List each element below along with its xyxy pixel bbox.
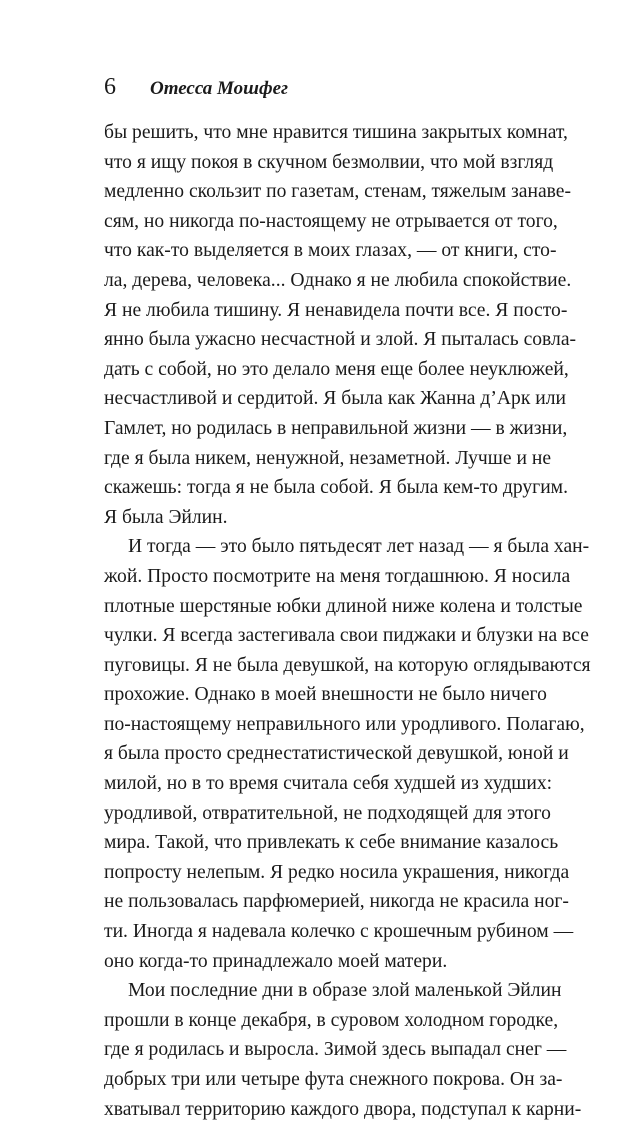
paragraph bbox=[104, 976, 582, 1124]
text-line: жой. Просто посмотрите на меня тогдашнюю. Я носила bbox=[104, 565, 571, 587]
paragraph bbox=[104, 532, 591, 976]
text-line: пуговицы. Я не была девушкой, на которую оглядываются bbox=[104, 654, 591, 676]
text-line: плотные шерстяные юбки длиной ниже колена и толстые bbox=[104, 595, 583, 617]
text-line: И тогда — это было пятьдесят лет назад — я была хан- bbox=[128, 536, 590, 558]
text-line: прохожие. Однако в моей внешности не было ничего bbox=[104, 684, 547, 706]
text-line: уродливой, отвратительной, не подходящей для этого bbox=[104, 802, 551, 824]
running-title: Отесса Мошфег bbox=[150, 78, 289, 99]
text-line: Я была Эйлин. bbox=[104, 506, 228, 528]
text-line: попросту нелепым. Я редко носила украшения, никогда bbox=[104, 861, 570, 883]
text-line: несчастливой и сердитой. Я была как Жанна д’Арк или bbox=[104, 388, 567, 410]
text-line: по-настоящему неправильного или уродливого. Полагаю, bbox=[104, 713, 585, 735]
text-line: медленно скользит по газетам, стенам, тяжелым занаве- bbox=[104, 181, 571, 203]
text-line: оно когда-то принадлежало моей матери. bbox=[104, 950, 448, 972]
page-header bbox=[104, 74, 288, 101]
text-line: мира. Такой, что привлекать к себе внимание казалось bbox=[104, 832, 559, 854]
text-line: я была просто среднестатистической девушкой, юной и bbox=[104, 743, 569, 765]
text-line: янно была ужасно несчастной и злой. Я пыталась совла- bbox=[104, 329, 577, 351]
text-line: не пользовалась парфюмерией, никогда не красила ног- bbox=[104, 891, 569, 913]
body-text bbox=[104, 118, 591, 1124]
text-line: что как-то выделяется в моих глазах, — от книги, сто- bbox=[104, 240, 557, 262]
page-number: 6 bbox=[104, 74, 116, 100]
text-line: дать с собой, но это делало меня еще более неуклюжей, bbox=[104, 358, 569, 380]
text-line: Гамлет, но родилась в неправильной жизни — в жизни, bbox=[104, 417, 568, 439]
text-line: бы решить, что мне нравится тишина закрытых комнат, bbox=[104, 122, 568, 143]
paragraph bbox=[104, 118, 577, 532]
text-line: прошли в конце декабря, в суровом холодном городке, bbox=[104, 1009, 559, 1031]
text-line: Мои последние дни в образе злой маленькой Эйлин bbox=[128, 980, 562, 1002]
text-line: ла, дерева, человека... Однако я не любила спокойствие. bbox=[104, 269, 572, 291]
text-line: где я была никем, ненужной, незаметной. Лучше и не bbox=[104, 447, 552, 469]
text-line: что я ищу покоя в скучном безмолвии, что мой взгляд bbox=[104, 151, 554, 173]
text-line: ти. Иногда я надевала колечко с крошечным рубином — bbox=[104, 921, 574, 943]
text-line: Я не любила тишину. Я ненавидела почти все. Я посто- bbox=[104, 299, 568, 321]
text-line: скажешь: тогда я не была собой. Я была кем-то другим. bbox=[104, 477, 568, 499]
text-line: милой, но в то время считала себя худшей из худших: bbox=[104, 773, 553, 795]
text-line: хватывал территорию каждого двора, подступал к карни- bbox=[104, 1098, 582, 1120]
text-line: где я родилась и выросла. Зимой здесь выпадал снег — bbox=[104, 1039, 567, 1061]
text-line: добрых три или четыре фута снежного покрова. Он за- bbox=[104, 1069, 563, 1090]
text-line: сям, но никогда по-настоящему не отрывается от того, bbox=[104, 210, 558, 232]
text-line: чулки. Я всегда застегивала свои пиджаки и блузки на все bbox=[104, 625, 589, 647]
